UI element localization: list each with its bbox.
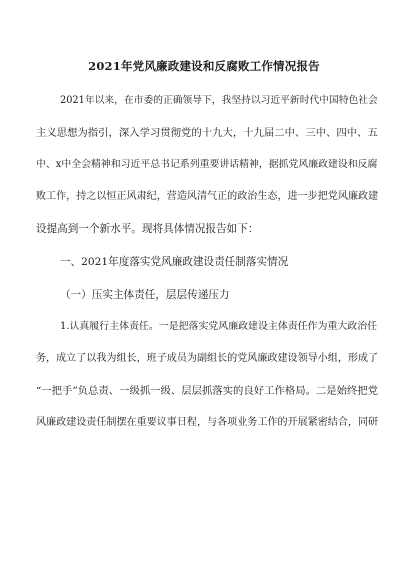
body-line-1: 1.认真履行主体责任。一是把落实党风廉政建设主体责任作为重大政治任 — [60, 321, 378, 332]
subsection-heading: （一）压实主体责任，层层传递压力 — [60, 289, 230, 301]
intro-line-4: 败工作，持之以恒正风肃纪，营造风清气正的政治生态，进一步把党风廉政建 — [36, 191, 379, 202]
body-line-4: 风廉政建设责任制摆在重要议事日程，与各项业务工作的开展紧密结合，同研 — [36, 417, 379, 428]
document-title: 2021年党风廉政建设和反腐败工作情况报告 — [88, 59, 320, 73]
body-line-3: “一把手”负总责、一级抓一级、层层抓落实的良好工作格局。二是始终把党 — [36, 385, 379, 397]
intro-line-5: 设提高到一个新水平。现将具体情况报告如下： — [36, 223, 259, 235]
intro-line-1: 2021年以来，在市委的正确领导下，我坚持以习近平新时代中国特色社会 — [60, 95, 378, 106]
intro-line-2: 主义思想为指引，深入学习贯彻党的十九大，十九届二中、三中、四中、五 — [36, 127, 378, 139]
intro-line-3: 中、x中全会精神和习近平总书记系列重要讲话精神，据抓党风廉政建设和反腐 — [36, 159, 378, 170]
body-line-2: 务，成立了以我为组长，班子成员为副组长的党风廉政建设领导小组，形成了 — [36, 353, 379, 364]
section-heading: 一、2021年度落实党风廉政建设责任制落实情况 — [60, 256, 289, 268]
